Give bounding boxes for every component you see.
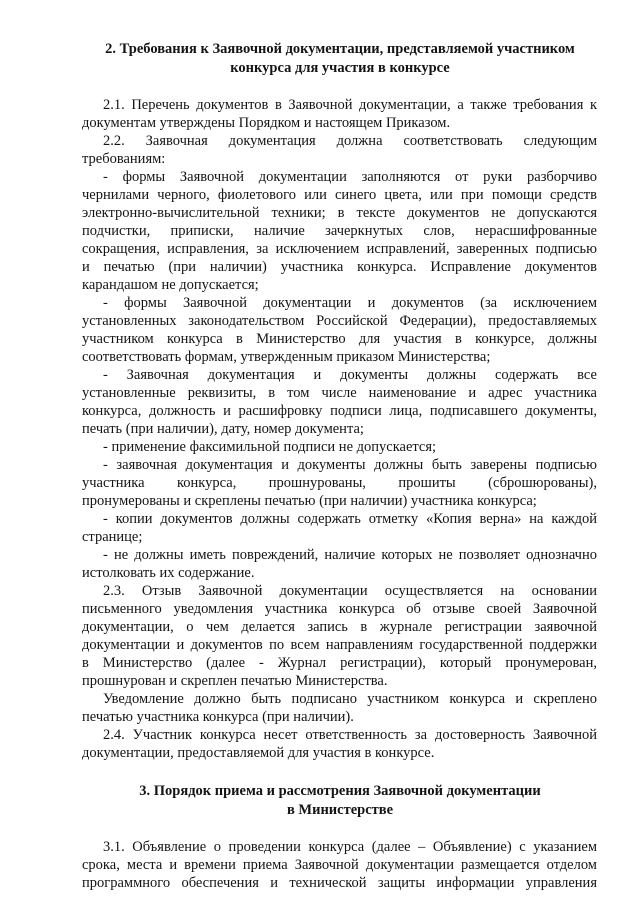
paragraph-line: срока, места и времени приема Заявочной документации размещается отделом — [82, 857, 597, 873]
paragraph-line: в Министерство (далее - Журнал регистрации), который пронумерован, — [82, 655, 597, 671]
paragraph-line: странице; — [82, 529, 143, 545]
paragraph-line: электронно-вычислительной техники; в тексте документов не допускаются — [82, 205, 597, 221]
paragraph-line: установленные реквизиты, в том числе наименование и адрес участника — [82, 385, 597, 401]
paragraph-line: - формы Заявочной документации и документов (за исключением — [103, 295, 597, 311]
section-3-heading-line-2: в Министерстве — [286, 802, 394, 818]
paragraph-line: прошнурован и скреплен печатью Министерства. — [82, 673, 388, 689]
paragraph-line: чернилами черного, фиолетового или синего цвета, или при помощи средств — [82, 187, 597, 203]
paragraph-line: печать (при наличии), дату, номер документа; — [82, 421, 364, 437]
section-2-heading-line-2: конкурса для участия в конкурсе — [230, 60, 450, 76]
paragraph-line: - копии документов должны содержать отметку «Копия верна» на каждой — [103, 511, 597, 527]
paragraph-line: Уведомление должно быть подписано участником конкурса и скреплено — [103, 691, 597, 707]
paragraph-line: - Заявочная документация и документы должны содержать все — [103, 367, 597, 383]
paragraph-line: документации и документов по всем направлениям государственной поддержки — [82, 637, 597, 653]
paragraph-line: участником конкурса в Министерство для участия в конкурсе, должны — [82, 331, 597, 347]
paragraph-line: - применение факсимильной подписи не допускается; — [103, 439, 437, 455]
paragraph-line: документации, предоставляемой для участия в конкурсе. — [82, 745, 435, 761]
paragraph-line: установленных законодательством Российской Федерации), предоставляемых — [82, 313, 597, 329]
paragraph-line: требованиям: — [82, 151, 166, 167]
paragraph-line: письменного уведомления участника конкурса об отзыве своей Заявочной — [82, 601, 597, 617]
paragraph-line: соответствовать формам, утвержденным приказом Министерства; — [82, 349, 491, 365]
paragraph-line: - заявочная документация и документы должны быть заверены подписью — [103, 457, 597, 473]
section-3-heading-line-1: 3. Порядок приема и рассмотрения Заявочной документации — [139, 783, 541, 799]
paragraph-line: 2.1. Перечень документов в Заявочной документации, а также требования к — [103, 97, 597, 113]
paragraph-line: сокращения, исправления, за исключением исправлений, заверенных подписью — [82, 241, 597, 257]
paragraph-line: 2.2. Заявочная документация должна соответствовать следующим — [103, 133, 597, 149]
paragraph-line: документации, о чем делается запись в журнале регистрации заявочной — [82, 619, 597, 635]
paragraph-line: - формы Заявочной документации заполняются от руки разборчиво — [103, 169, 597, 185]
paragraph-line: печатью участника конкурса (при наличии). — [82, 709, 354, 725]
paragraph-line: 2.4. Участник конкурса несет ответственность за достоверность Заявочной — [103, 727, 597, 743]
paragraph-line: истолковать их содержание. — [82, 565, 255, 581]
paragraph-line: участника конкурса, прошнурованы, прошиты (сброшюрованы), — [82, 475, 597, 491]
paragraph-line: 2.3. Отзыв Заявочной документации осуществляется на основании — [103, 583, 597, 599]
paragraph-line: программного обеспечения и технической защиты информации управления — [82, 875, 597, 891]
paragraph-line: - не должны иметь повреждений, наличие которых не позволяет однозначно — [103, 547, 597, 563]
paragraph-line: пронумерованы и скреплены печатью (при наличии) участника конкурса; — [82, 493, 537, 509]
paragraph-line: 3.1. Объявление о проведении конкурса (далее – Объявление) с указанием — [103, 839, 597, 855]
paragraph-line: и печатью (при наличии) участника конкурса. Исправление документов — [82, 259, 597, 275]
paragraph-line: подчистки, приписки, наличие зачеркнутых слов, нерасшифрованные — [82, 223, 597, 239]
paragraph-line: документам утверждены Порядком и настоящем Приказом. — [82, 115, 451, 131]
paragraph-line: конкурса, должность и расшифровку подписи лица, подписавшего документы, — [82, 403, 597, 419]
paragraph-line: карандашом не допускается; — [82, 277, 259, 293]
section-2-heading-line-1: 2. Требования к Заявочной документации, представляемой участником — [105, 41, 575, 57]
